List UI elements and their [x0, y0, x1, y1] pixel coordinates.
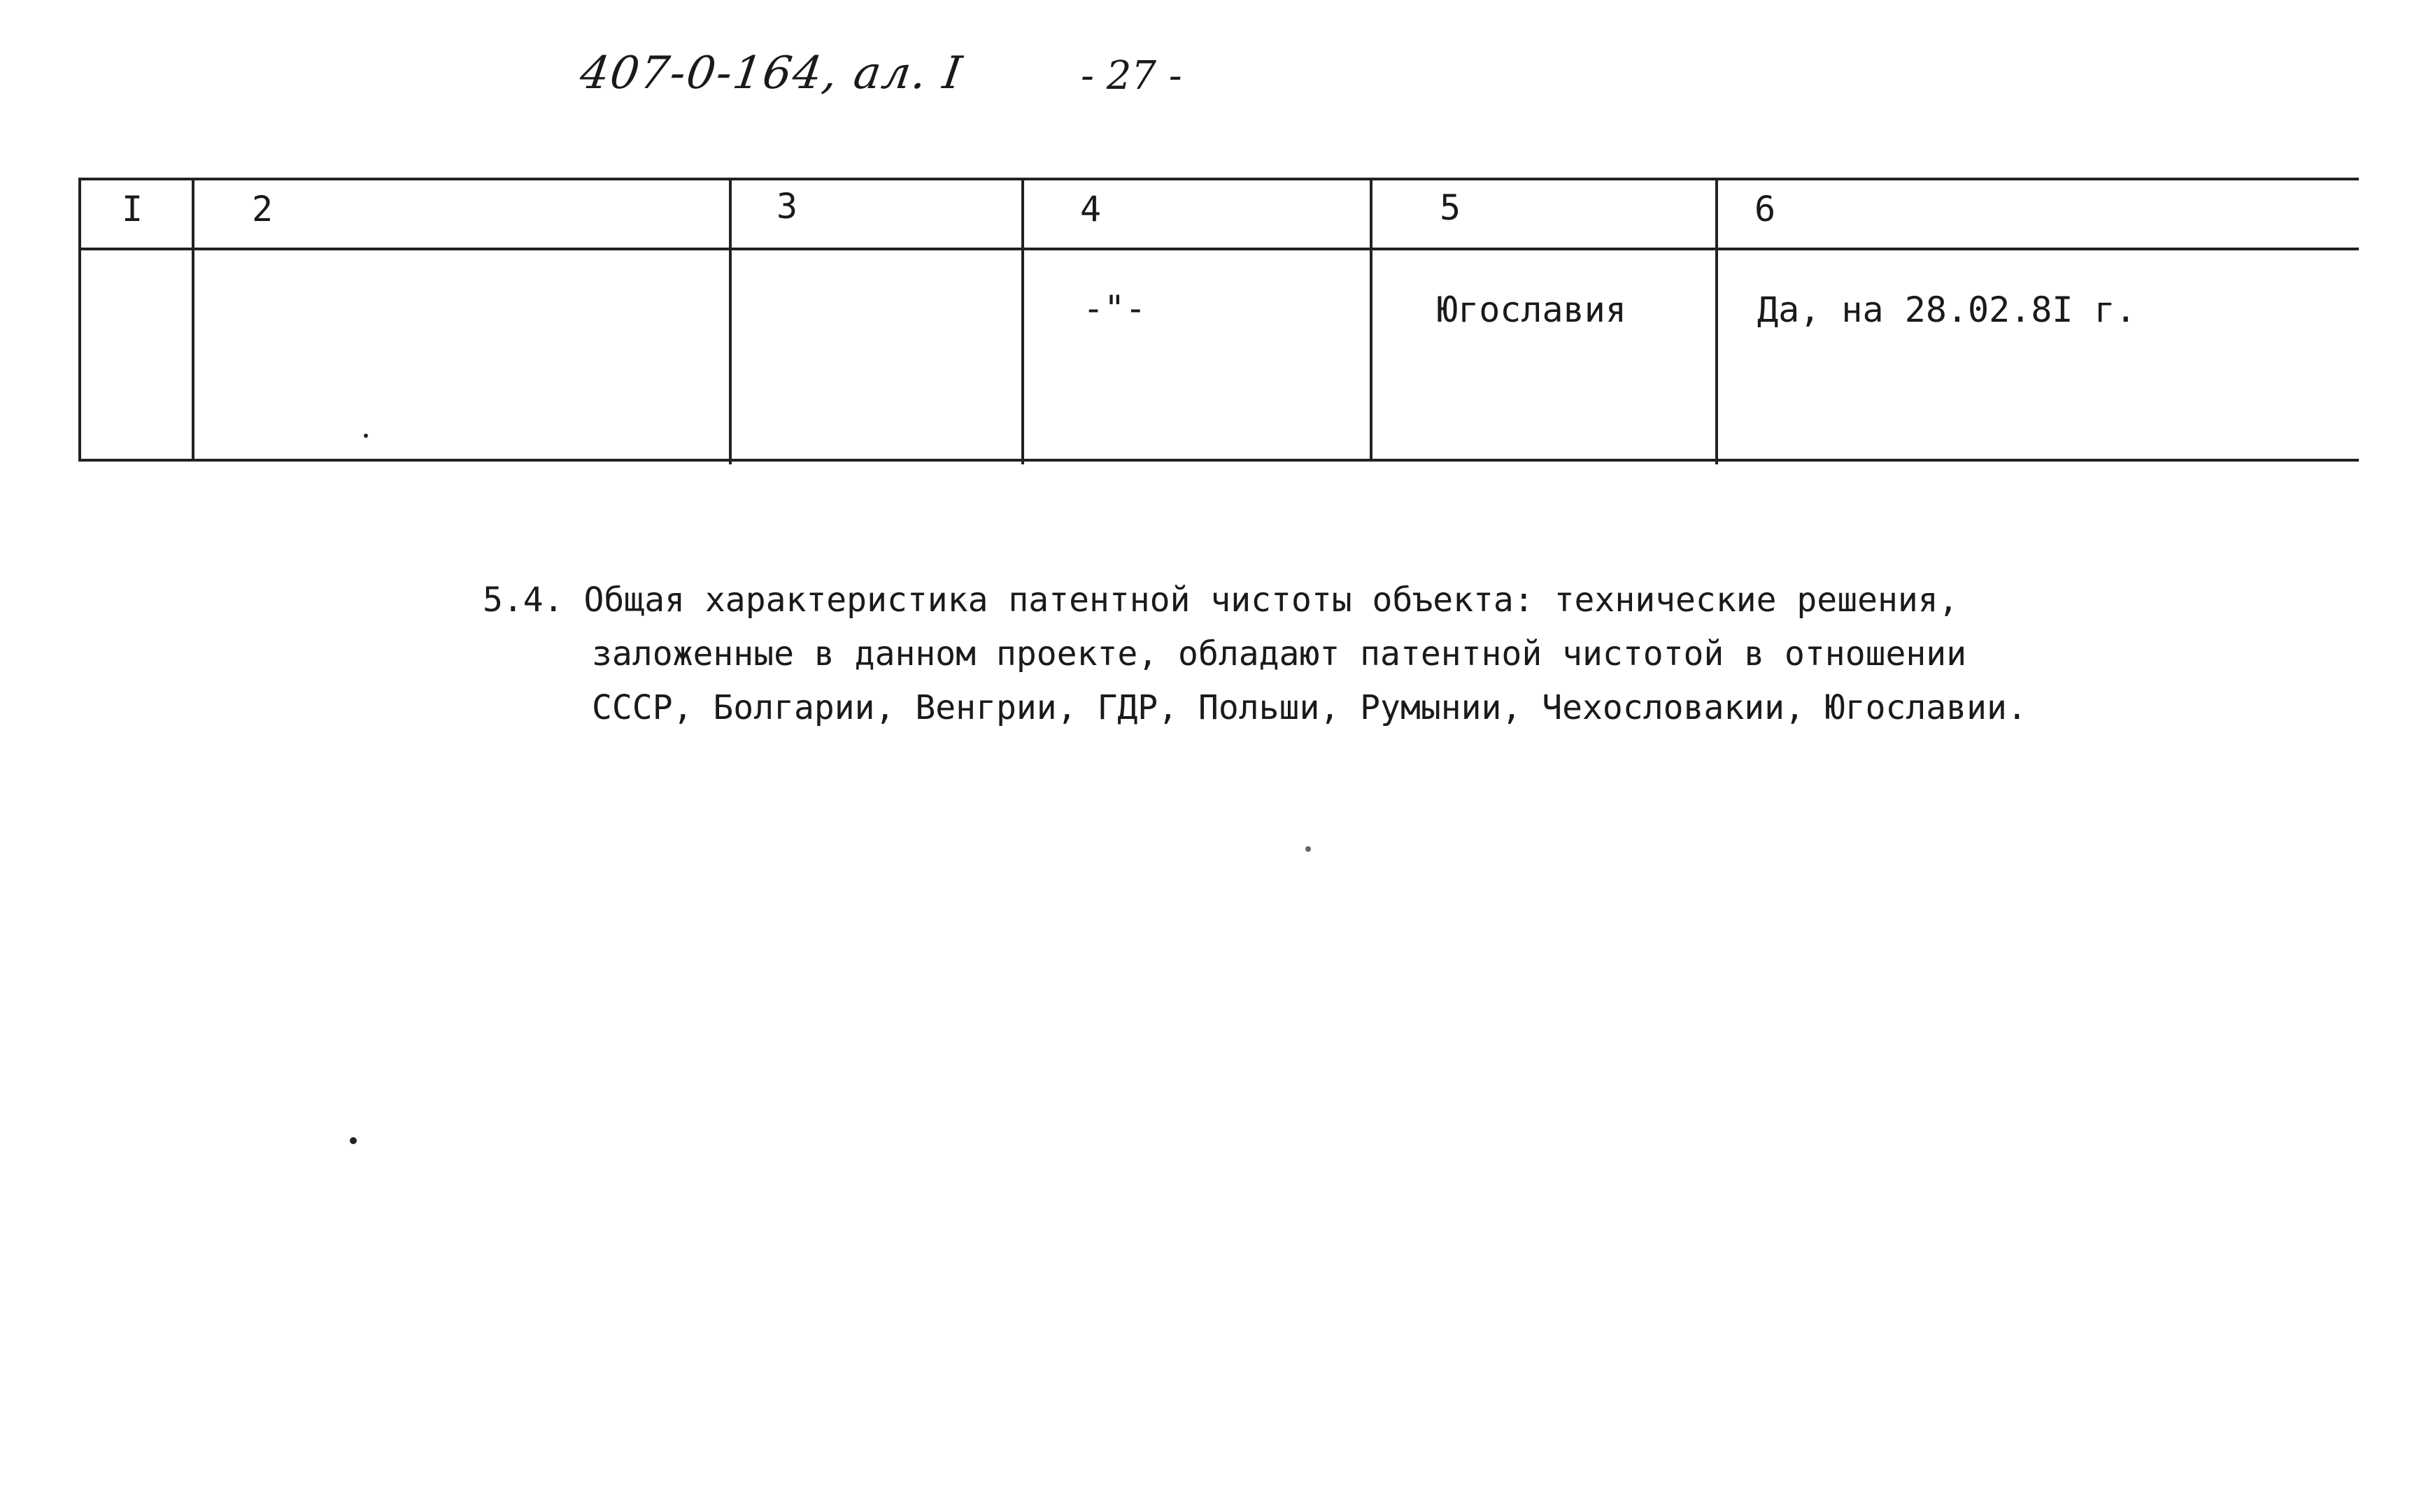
- paragraph-first-line: [483, 573, 2343, 627]
- page-number: - 27 -: [1081, 53, 1182, 99]
- section-number: 5.4.: [483, 580, 564, 620]
- column-divider: [1715, 178, 1718, 464]
- table-header-cell: 2: [252, 189, 274, 229]
- patent-table: [78, 178, 2359, 463]
- column-divider: [729, 178, 732, 464]
- table-header-cell: 4: [1080, 189, 1102, 229]
- scan-speck: [1305, 846, 1311, 852]
- table-cell: Да, на 28.02.8I г.: [1757, 290, 2136, 330]
- paragraph-line: заложенные в данном проекте, обладают патентной чистотой в отношении: [592, 634, 1967, 673]
- table-header-divider: [78, 248, 2359, 250]
- table-top-border: [78, 178, 2359, 180]
- column-divider: [192, 178, 194, 462]
- patent-clearance-paragraph: [483, 573, 2343, 735]
- table-header-cell: 5: [1440, 187, 1461, 228]
- table-cell: Югославия: [1437, 290, 1626, 330]
- table-header-cell: 6: [1754, 189, 1776, 229]
- table-header-cell: 3: [776, 186, 798, 227]
- table-header-cell: I: [122, 189, 143, 229]
- table-cell: -"-: [1083, 288, 1147, 329]
- scan-speck: [364, 434, 368, 438]
- table-bottom-border: [78, 459, 2359, 462]
- paragraph-line: Общая характеристика патентной чистоты объекта: технические решения,: [583, 580, 1959, 620]
- paragraph-line: СССР, Болгарии, Венгрии, ГДР, Польши, Румынии, Чехословакии, Югославии.: [592, 688, 2027, 727]
- column-divider: [1021, 178, 1024, 464]
- table-left-border: [78, 178, 81, 462]
- scan-speck: [350, 1137, 357, 1144]
- document-code: 407-0-164, ал. I: [576, 48, 967, 99]
- column-divider: [1370, 178, 1372, 462]
